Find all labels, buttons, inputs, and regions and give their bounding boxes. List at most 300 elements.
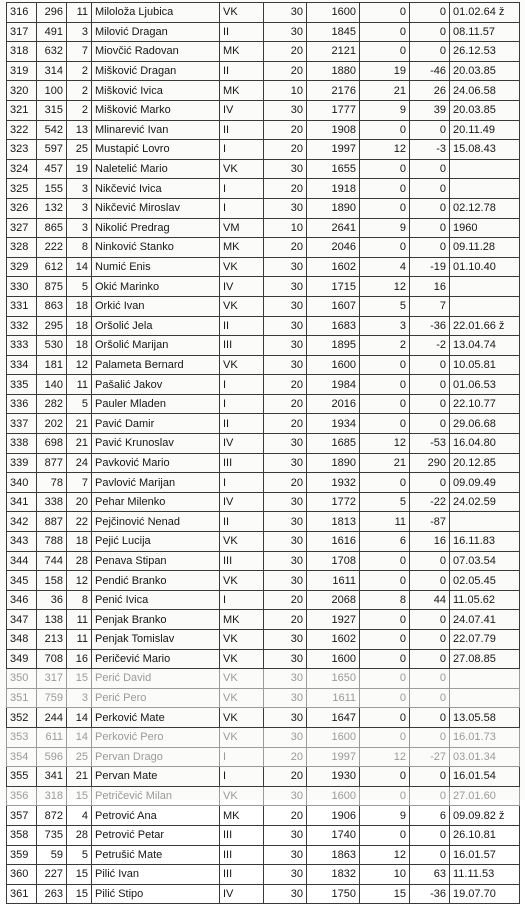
category-cell: VK	[220, 532, 264, 552]
category-cell: IV	[220, 492, 264, 512]
player-id-cell: 759	[37, 688, 67, 708]
birth-date-cell: 16.01.57	[450, 845, 520, 865]
player-id-cell: 887	[37, 512, 67, 532]
player-id-cell: 611	[37, 727, 67, 747]
club-number-cell: 21	[67, 414, 92, 434]
rating-change-cell: 63	[410, 865, 450, 885]
category-cell: II	[220, 22, 264, 42]
club-number-cell: 14	[67, 257, 92, 277]
rating-change-cell: -27	[410, 747, 450, 767]
table-row	[7, 473, 520, 493]
club-number-cell: 11	[67, 3, 92, 23]
row-number-cell: 337	[7, 414, 37, 434]
rating-cell: 1740	[307, 825, 360, 845]
player-id-cell: 158	[37, 571, 67, 591]
rating-cell: 1908	[307, 120, 360, 140]
rating-change-cell: 0	[410, 630, 450, 650]
rating-change-cell: 0	[410, 551, 450, 571]
rating-change-cell: 44	[410, 590, 450, 610]
category-cell: VK	[220, 159, 264, 179]
birth-date-cell	[450, 179, 520, 199]
table-row	[7, 394, 520, 414]
club-number-cell: 3	[67, 688, 92, 708]
table-row	[7, 884, 520, 904]
player-id-cell: 315	[37, 100, 67, 120]
games-count-cell: 0	[360, 355, 410, 375]
player-id-cell: 744	[37, 551, 67, 571]
rating-cell: 2641	[307, 218, 360, 238]
games-count-cell: 0	[360, 825, 410, 845]
games-count-cell: 0	[360, 3, 410, 23]
k-factor-cell: 30	[264, 512, 307, 532]
row-number-cell: 353	[7, 727, 37, 747]
category-cell: II	[220, 512, 264, 532]
rating-cell: 1616	[307, 532, 360, 552]
games-count-cell: 0	[360, 727, 410, 747]
birth-date-cell: 29.06.68	[450, 414, 520, 434]
k-factor-cell: 30	[264, 649, 307, 669]
player-name-cell: Perić David	[92, 669, 220, 689]
table-row	[7, 649, 520, 669]
rating-cell: 2016	[307, 394, 360, 414]
row-number-cell: 354	[7, 747, 37, 767]
rating-cell: 1611	[307, 688, 360, 708]
row-number-cell: 346	[7, 590, 37, 610]
table-row	[7, 806, 520, 826]
player-name-cell: Miloloža Ljubica	[92, 3, 220, 23]
row-number-cell: 327	[7, 218, 37, 238]
table-row	[7, 845, 520, 865]
table-row	[7, 512, 520, 532]
rating-cell: 1655	[307, 159, 360, 179]
rating-cell: 1683	[307, 316, 360, 336]
games-count-cell: 0	[360, 414, 410, 434]
row-number-cell: 359	[7, 845, 37, 865]
club-number-cell: 4	[67, 806, 92, 826]
category-cell: VK	[220, 669, 264, 689]
rating-change-cell: 0	[410, 120, 450, 140]
player-id-cell: 59	[37, 845, 67, 865]
player-name-cell: Mustapić Lovro	[92, 140, 220, 160]
player-id-cell: 314	[37, 61, 67, 81]
player-id-cell: 202	[37, 414, 67, 434]
category-cell: VK	[220, 3, 264, 23]
row-number-cell: 319	[7, 61, 37, 81]
rating-change-cell: -87	[410, 512, 450, 532]
club-number-cell: 3	[67, 218, 92, 238]
birth-date-cell	[450, 512, 520, 532]
rating-cell: 2121	[307, 42, 360, 62]
player-id-cell: 632	[37, 42, 67, 62]
rating-cell: 1777	[307, 100, 360, 120]
birth-date-cell: 26.10.81	[450, 825, 520, 845]
player-id-cell: 140	[37, 375, 67, 395]
club-number-cell: 3	[67, 179, 92, 199]
k-factor-cell: 20	[264, 120, 307, 140]
games-count-cell: 0	[360, 551, 410, 571]
birth-date-cell: 07.03.54	[450, 551, 520, 571]
player-id-cell: 865	[37, 218, 67, 238]
rating-change-cell: 0	[410, 414, 450, 434]
rating-cell: 1890	[307, 453, 360, 473]
category-cell: IV	[220, 277, 264, 297]
birth-date-cell: 20.03.85	[450, 100, 520, 120]
category-cell: I	[220, 394, 264, 414]
player-id-cell: 227	[37, 865, 67, 885]
player-id-cell: 530	[37, 336, 67, 356]
category-cell: II	[220, 414, 264, 434]
rating-change-cell: 7	[410, 296, 450, 316]
k-factor-cell: 30	[264, 296, 307, 316]
player-id-cell: 877	[37, 453, 67, 473]
table-row	[7, 414, 520, 434]
k-factor-cell: 30	[264, 571, 307, 591]
table-row	[7, 708, 520, 728]
category-cell: VK	[220, 630, 264, 650]
player-id-cell: 263	[37, 884, 67, 904]
category-cell: I	[220, 473, 264, 493]
games-count-cell: 21	[360, 453, 410, 473]
player-name-cell: Peričević Mario	[92, 649, 220, 669]
player-name-cell: Numić Enis	[92, 257, 220, 277]
birth-date-cell: 08.11.57	[450, 22, 520, 42]
player-name-cell: Pauler Mladen	[92, 394, 220, 414]
row-number-cell: 318	[7, 42, 37, 62]
birth-date-cell: 16.01.54	[450, 767, 520, 787]
rating-change-cell: -36	[410, 316, 450, 336]
club-number-cell: 15	[67, 865, 92, 885]
table-row	[7, 257, 520, 277]
birth-date-cell: 24.06.58	[450, 81, 520, 101]
player-id-cell: 78	[37, 473, 67, 493]
rating-cell: 1708	[307, 551, 360, 571]
row-number-cell: 316	[7, 3, 37, 23]
row-number-cell: 317	[7, 22, 37, 42]
k-factor-cell: 30	[264, 277, 307, 297]
row-number-cell: 332	[7, 316, 37, 336]
club-number-cell: 8	[67, 238, 92, 258]
k-factor-cell: 20	[264, 238, 307, 258]
player-id-cell: 542	[37, 120, 67, 140]
player-id-cell: 872	[37, 806, 67, 826]
player-id-cell: 155	[37, 179, 67, 199]
birth-date-cell: 22.07.79	[450, 630, 520, 650]
player-name-cell: Naletelić Mario	[92, 159, 220, 179]
category-cell: VK	[220, 649, 264, 669]
k-factor-cell: 20	[264, 140, 307, 160]
row-number-cell: 356	[7, 786, 37, 806]
table-row	[7, 434, 520, 454]
rating-cell: 1906	[307, 806, 360, 826]
rating-change-cell: -53	[410, 434, 450, 454]
k-factor-cell: 30	[264, 257, 307, 277]
k-factor-cell: 30	[264, 630, 307, 650]
games-count-cell: 0	[360, 473, 410, 493]
rating-change-cell: 0	[410, 845, 450, 865]
birth-date-cell	[450, 296, 520, 316]
birth-date-cell: 15.08.43	[450, 140, 520, 160]
player-name-cell: Pavić Damir	[92, 414, 220, 434]
row-number-cell: 355	[7, 767, 37, 787]
category-cell: VK	[220, 296, 264, 316]
rating-cell: 1650	[307, 669, 360, 689]
games-count-cell: 0	[360, 22, 410, 42]
row-number-cell: 328	[7, 238, 37, 258]
rating-cell: 1813	[307, 512, 360, 532]
player-name-cell: Ninković Stanko	[92, 238, 220, 258]
birth-date-cell: 16.11.83	[450, 532, 520, 552]
player-id-cell: 863	[37, 296, 67, 316]
player-name-cell: Mišković Dragan	[92, 61, 220, 81]
games-count-cell: 9	[360, 218, 410, 238]
rating-cell: 1602	[307, 630, 360, 650]
rating-cell: 1772	[307, 492, 360, 512]
club-number-cell: 15	[67, 884, 92, 904]
rating-cell: 1600	[307, 727, 360, 747]
birth-date-cell	[450, 159, 520, 179]
table-row	[7, 140, 520, 160]
k-factor-cell: 30	[264, 355, 307, 375]
rating-change-cell: 0	[410, 42, 450, 62]
club-number-cell: 14	[67, 708, 92, 728]
games-count-cell: 0	[360, 179, 410, 199]
rating-cell: 1607	[307, 296, 360, 316]
k-factor-cell: 20	[264, 179, 307, 199]
club-number-cell: 5	[67, 845, 92, 865]
club-number-cell: 7	[67, 42, 92, 62]
rating-change-cell: 16	[410, 277, 450, 297]
games-count-cell: 5	[360, 296, 410, 316]
k-factor-cell: 30	[264, 336, 307, 356]
player-id-cell: 317	[37, 669, 67, 689]
k-factor-cell: 30	[264, 492, 307, 512]
table-row	[7, 336, 520, 356]
rating-cell: 1997	[307, 140, 360, 160]
k-factor-cell: 30	[264, 551, 307, 571]
rating-cell: 1927	[307, 610, 360, 630]
rating-change-cell: -3	[410, 140, 450, 160]
games-count-cell: 0	[360, 669, 410, 689]
birth-date-cell: 27.08.85	[450, 649, 520, 669]
player-id-cell: 491	[37, 22, 67, 42]
birth-date-cell: 22.10.77	[450, 394, 520, 414]
birth-date-cell: 16.01.73	[450, 727, 520, 747]
k-factor-cell: 20	[264, 42, 307, 62]
rating-cell: 1832	[307, 865, 360, 885]
rating-change-cell: -19	[410, 257, 450, 277]
rating-change-cell: 0	[410, 708, 450, 728]
row-number-cell: 345	[7, 571, 37, 591]
category-cell: I	[220, 140, 264, 160]
player-id-cell: 341	[37, 767, 67, 787]
club-number-cell: 5	[67, 277, 92, 297]
rating-cell: 1997	[307, 747, 360, 767]
club-number-cell: 13	[67, 120, 92, 140]
category-cell: III	[220, 825, 264, 845]
rating-cell: 2176	[307, 81, 360, 101]
birth-date-cell: 01.10.40	[450, 257, 520, 277]
category-cell: VK	[220, 688, 264, 708]
player-name-cell: Nikčević Miroslav	[92, 198, 220, 218]
games-count-cell: 6	[360, 532, 410, 552]
rating-change-cell: 0	[410, 669, 450, 689]
player-id-cell: 735	[37, 825, 67, 845]
rating-change-cell: 0	[410, 179, 450, 199]
category-cell: VK	[220, 571, 264, 591]
birth-date-cell: 10.05.81	[450, 355, 520, 375]
rating-change-cell: 0	[410, 688, 450, 708]
club-number-cell: 21	[67, 434, 92, 454]
rating-change-cell: 0	[410, 473, 450, 493]
player-name-cell: Pašalić Jakov	[92, 375, 220, 395]
rating-cell: 1647	[307, 708, 360, 728]
player-name-cell: Mišković Marko	[92, 100, 220, 120]
birth-date-cell: 01.02.64 ž	[450, 3, 520, 23]
player-name-cell: Perković Pero	[92, 727, 220, 747]
birth-date-cell: 09.11.28	[450, 238, 520, 258]
row-number-cell: 325	[7, 179, 37, 199]
table-row	[7, 61, 520, 81]
rating-change-cell: 0	[410, 22, 450, 42]
category-cell: I	[220, 375, 264, 395]
player-id-cell: 338	[37, 492, 67, 512]
k-factor-cell: 30	[264, 3, 307, 23]
rating-cell: 1845	[307, 22, 360, 42]
player-name-cell: Petrović Ana	[92, 806, 220, 826]
row-number-cell: 344	[7, 551, 37, 571]
player-name-cell: Pejić Lucija	[92, 532, 220, 552]
row-number-cell: 326	[7, 198, 37, 218]
rating-change-cell: 0	[410, 394, 450, 414]
row-number-cell: 349	[7, 649, 37, 669]
k-factor-cell: 30	[264, 159, 307, 179]
rating-change-cell: 0	[410, 159, 450, 179]
table-row	[7, 355, 520, 375]
row-number-cell: 358	[7, 825, 37, 845]
table-row	[7, 532, 520, 552]
player-id-cell: 181	[37, 355, 67, 375]
row-number-cell: 320	[7, 81, 37, 101]
row-number-cell: 341	[7, 492, 37, 512]
birth-date-cell: 20.12.85	[450, 453, 520, 473]
k-factor-cell: 30	[264, 884, 307, 904]
birth-date-cell: 20.03.85	[450, 61, 520, 81]
table-row	[7, 159, 520, 179]
category-cell: IV	[220, 434, 264, 454]
player-id-cell: 222	[37, 238, 67, 258]
player-id-cell: 282	[37, 394, 67, 414]
club-number-cell: 20	[67, 492, 92, 512]
table-row	[7, 198, 520, 218]
category-cell: VK	[220, 708, 264, 728]
birth-date-cell: 1960	[450, 218, 520, 238]
rating-change-cell: -46	[410, 61, 450, 81]
club-number-cell: 3	[67, 198, 92, 218]
table-row	[7, 120, 520, 140]
club-number-cell: 12	[67, 571, 92, 591]
category-cell: VK	[220, 257, 264, 277]
birth-date-cell	[450, 688, 520, 708]
rating-change-cell: 0	[410, 571, 450, 591]
k-factor-cell: 30	[264, 845, 307, 865]
player-id-cell: 318	[37, 786, 67, 806]
rating-cell: 1602	[307, 257, 360, 277]
k-factor-cell: 30	[264, 688, 307, 708]
k-factor-cell: 30	[264, 708, 307, 728]
row-number-cell: 323	[7, 140, 37, 160]
club-number-cell: 28	[67, 551, 92, 571]
category-cell: IV	[220, 884, 264, 904]
rating-change-cell: 26	[410, 81, 450, 101]
birth-date-cell: 13.05.58	[450, 708, 520, 728]
table-row	[7, 22, 520, 42]
k-factor-cell: 30	[264, 316, 307, 336]
rating-change-cell: 0	[410, 375, 450, 395]
table-row	[7, 277, 520, 297]
club-number-cell: 22	[67, 512, 92, 532]
row-number-cell: 334	[7, 355, 37, 375]
player-name-cell: Palameta Bernard	[92, 355, 220, 375]
rating-cell: 1895	[307, 336, 360, 356]
k-factor-cell: 30	[264, 532, 307, 552]
row-number-cell: 352	[7, 708, 37, 728]
rating-cell: 2068	[307, 590, 360, 610]
row-number-cell: 336	[7, 394, 37, 414]
category-cell: MK	[220, 81, 264, 101]
club-number-cell: 2	[67, 81, 92, 101]
games-count-cell: 0	[360, 688, 410, 708]
row-number-cell: 348	[7, 630, 37, 650]
games-count-cell: 9	[360, 806, 410, 826]
birth-date-cell: 27.01.60	[450, 786, 520, 806]
table-row	[7, 453, 520, 473]
rating-change-cell: 39	[410, 100, 450, 120]
category-cell: I	[220, 179, 264, 199]
table-row	[7, 610, 520, 630]
row-number-cell: 357	[7, 806, 37, 826]
player-name-cell: Orkić Ivan	[92, 296, 220, 316]
category-cell: VK	[220, 355, 264, 375]
player-name-cell: Pejčinović Nenad	[92, 512, 220, 532]
player-id-cell: 295	[37, 316, 67, 336]
rating-cell: 1918	[307, 179, 360, 199]
player-name-cell: Nikolić Predrag	[92, 218, 220, 238]
k-factor-cell: 30	[264, 786, 307, 806]
player-name-cell: Pendić Branko	[92, 571, 220, 591]
rating-change-cell: 0	[410, 786, 450, 806]
table-row	[7, 81, 520, 101]
player-name-cell: Okić Marinko	[92, 277, 220, 297]
player-name-cell: Perković Mate	[92, 708, 220, 728]
table-row	[7, 669, 520, 689]
birth-date-cell: 22.01.66 ž	[450, 316, 520, 336]
player-id-cell: 596	[37, 747, 67, 767]
k-factor-cell: 30	[264, 825, 307, 845]
birth-date-cell	[450, 669, 520, 689]
club-number-cell: 28	[67, 825, 92, 845]
birth-date-cell: 26.12.53	[450, 42, 520, 62]
category-cell: MK	[220, 42, 264, 62]
table-row	[7, 767, 520, 787]
rating-change-cell: -22	[410, 492, 450, 512]
k-factor-cell: 10	[264, 218, 307, 238]
player-id-cell: 612	[37, 257, 67, 277]
games-count-cell: 9	[360, 100, 410, 120]
club-number-cell: 11	[67, 375, 92, 395]
birth-date-cell: 24.07.41	[450, 610, 520, 630]
row-number-cell: 335	[7, 375, 37, 395]
games-count-cell: 12	[360, 434, 410, 454]
